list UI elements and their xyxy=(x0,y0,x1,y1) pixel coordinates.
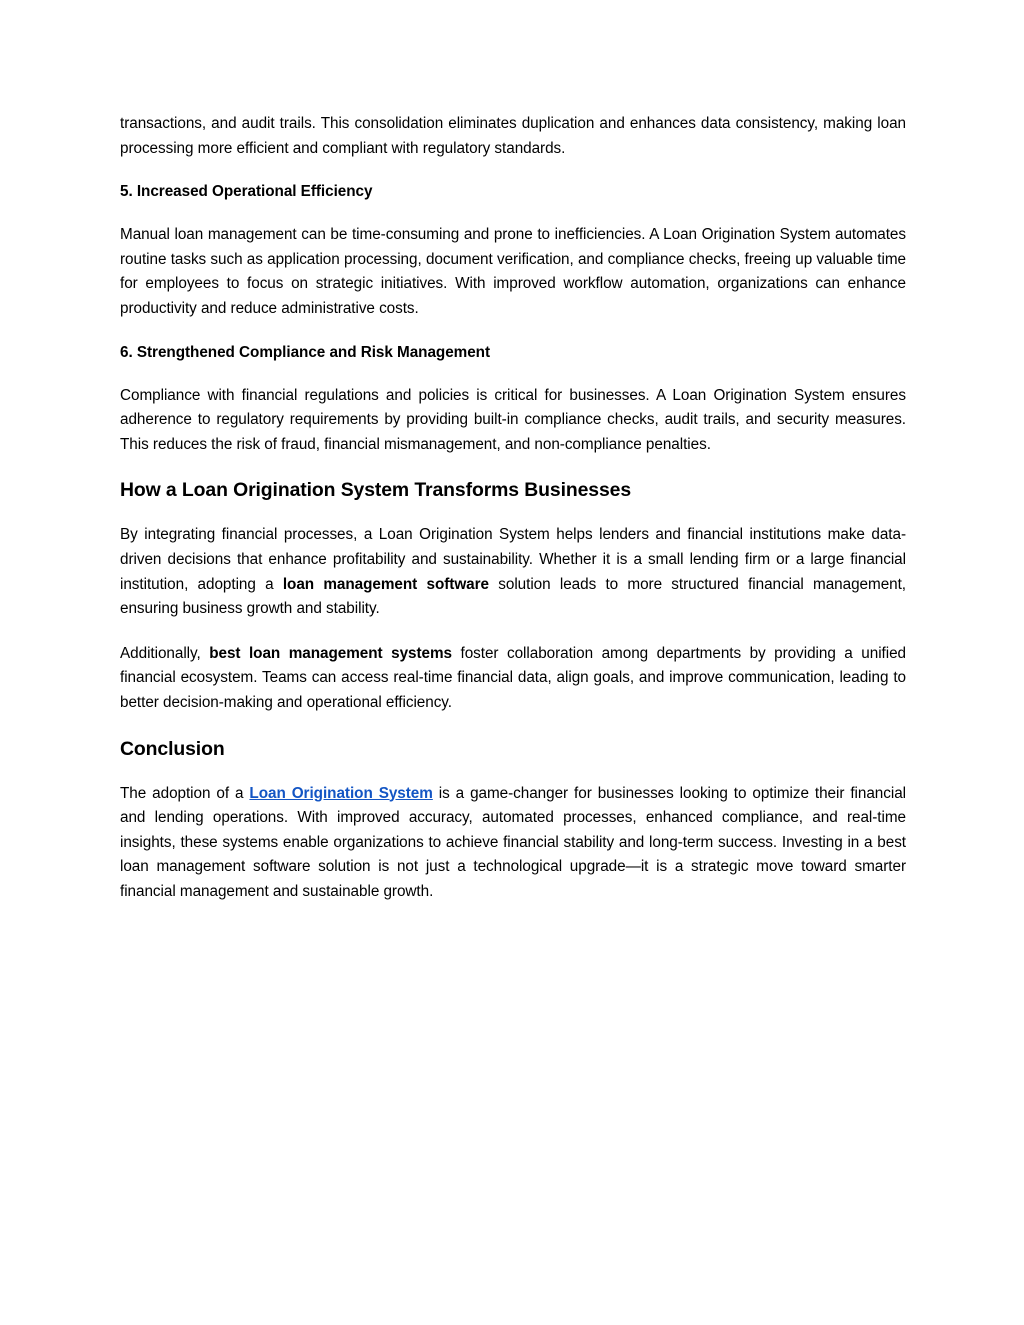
paragraph-transforms-part2: solution leads to more structured financial management, ensuring business growth and stability. xyxy=(120,575,907,618)
heading-strengthened-compliance-and-risk-management: 6. Strengthened Compliance and Risk Management xyxy=(120,343,491,361)
paragraph-transforms-businesses xyxy=(120,523,906,621)
heading-conclusion: Conclusion xyxy=(120,737,225,760)
heading-how-a-loan-origination-system-transforms-businesses: How a Loan Origination System Transforms Businesses xyxy=(120,479,632,502)
paragraph-transforms-part1: By integrating financial processes, a Loan Origination System helps lenders and financial institutions make data-driven decisions that enhance profitability and sustainability. Whether it is a small lending firm or a large financial institution, adopting a xyxy=(120,526,906,593)
paragraph-collaboration xyxy=(120,642,906,716)
paragraph-conclusion-part2: is a game-changer for businesses looking to optimize their financial and lending operations. With improved accuracy, automated processes, enhanced compliance, and real-time insights, these systems enable organizations to achieve financial stability and long-term success. Investing in a best loan management software solution is not just a technological upgrade—it is a strategic move toward smarter financial management and sustainable growth. xyxy=(120,784,906,900)
link-loan-origination-system[interactable]: Loan Origination System xyxy=(249,784,433,802)
bold-term-loan-management-software: loan management software xyxy=(282,575,489,593)
bold-term-best-loan-management-systems: best loan management systems xyxy=(209,644,452,662)
paragraph-conclusion xyxy=(120,782,906,905)
paragraph-collaboration-part2: foster collaboration among departments by providing a unified financial ecosystem. Teams can access real-time financial data, align goals, and improve communication, leading to better decision-making and operational efficiency. xyxy=(120,644,907,711)
document-content-column xyxy=(120,112,906,924)
heading-increased-operational-efficiency: 5. Increased Operational Efficiency xyxy=(120,183,373,201)
paragraph-compliance-risk-management: Compliance with financial regulations and policies is critical for businesses. A Loan Origination System ensures adherence to regulatory requirements by providing built-in compliance checks, audit trails, and security measures. This reduces the risk of fraud, financial mismanagement, and non-compliance penalties. xyxy=(120,386,906,453)
paragraph-conclusion-part1: The adoption of a xyxy=(120,784,250,802)
paragraph-operational-efficiency: Manual loan management can be time-consuming and prone to inefficiencies. A Loan Origination System automates routine tasks such as application processing, document verification, and compliance checks, freeing up valuable time for employees to focus on strategic initiatives. With improved workflow automation, organizations can enhance productivity and reduce administrative costs. xyxy=(120,226,906,317)
paragraph-collaboration-part1: Additionally, xyxy=(120,644,210,662)
paragraph-continuation: transactions, and audit trails. This consolidation eliminates duplication and enhances data consistency, making loan processing more efficient and compliant with regulatory standards. xyxy=(120,115,906,157)
